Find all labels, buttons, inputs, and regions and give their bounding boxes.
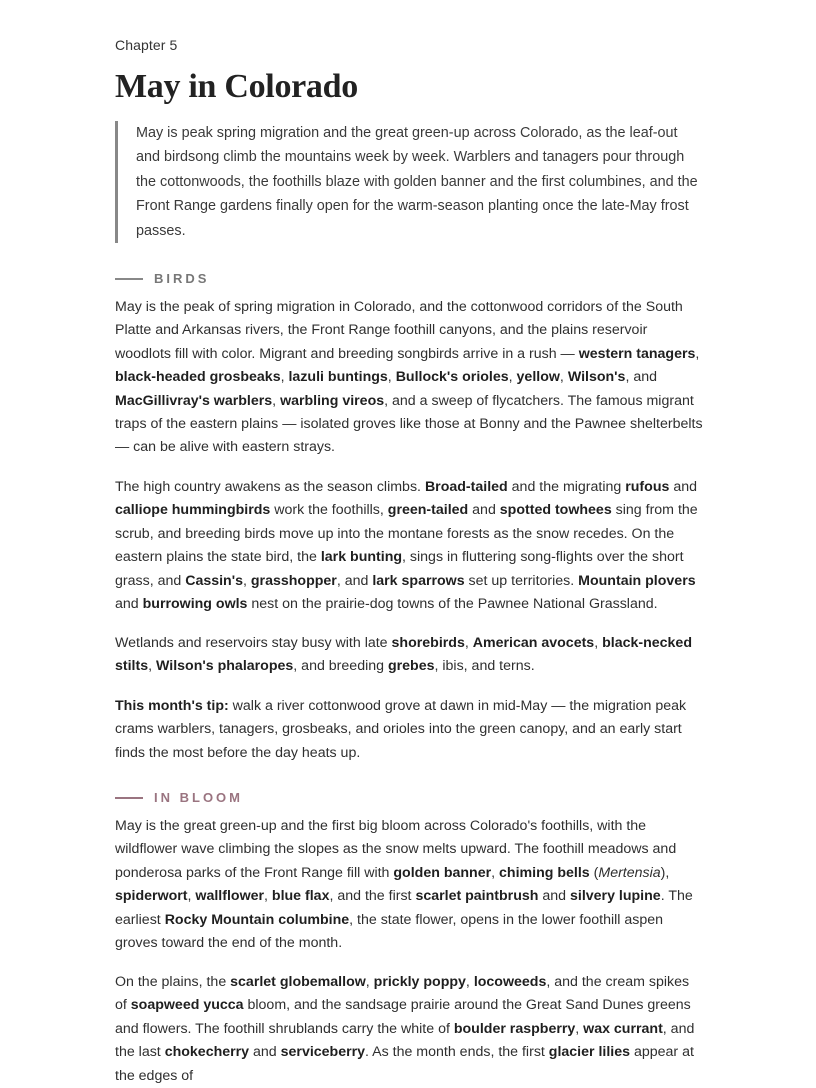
birds-paragraph-3 — [115, 632, 703, 679]
text-run: , — [148, 658, 157, 675]
bold-term: Wilson's — [567, 369, 626, 386]
bold-term: lazuli buntings — [288, 369, 388, 386]
text-run: work the foothills, — [270, 502, 388, 519]
text-run: ), — [660, 864, 670, 881]
text-run: and — [669, 479, 697, 495]
italic-term: Mertensia — [598, 864, 661, 881]
bold-term: Mountain plovers — [578, 572, 696, 589]
birds-paragraph-2 — [115, 476, 703, 616]
heading-rule — [115, 278, 143, 280]
text-run: , and the first — [329, 888, 416, 905]
text-run: , — [243, 572, 251, 589]
bloom-heading-label: IN BLOOM — [154, 790, 243, 805]
text-run: , and — [336, 572, 373, 589]
text-run: sing from the scrub, and breeding birds move up into the montane forests as the snow recedes. On the eastern plains the state bird, the — [115, 502, 698, 566]
text-run: , — [272, 392, 281, 409]
text-run: , — [559, 369, 568, 386]
text-run: May is the great green-up and the first big bloom across Colorado's foothills, with the wildflower wave climbing the slopes as the snow melts upward. The foothill meadows and ponderosa parks of the Front Range fill with — [115, 818, 677, 881]
text-run: walk a river cottonwood grove at dawn in mid-May — the migration peak crams warblers, tanagers, grosbeaks, and orioles into the green canopy, and an early start finds the most before the day heats up. — [115, 698, 687, 761]
bold-term: burrowing owls — [142, 596, 248, 613]
text-run: , — [695, 345, 700, 362]
text-run: , — [387, 369, 396, 386]
bold-term: MacGillivray's warblers — [115, 392, 273, 409]
bloom-section-heading — [115, 790, 243, 805]
text-run: and — [468, 502, 500, 519]
bold-term: warbling vireos — [280, 392, 385, 409]
text-run: , — [594, 635, 603, 651]
text-run: Wetlands and reservoirs stay busy with late — [115, 635, 392, 651]
bold-term: spiderwort — [115, 888, 188, 905]
bold-term: lark sparrows — [372, 572, 465, 589]
text-run: appear at the edges of — [115, 1044, 694, 1084]
bold-term: black-headed grosbeaks — [115, 369, 281, 386]
text-run: The high country awakens as the season climbs. — [115, 479, 425, 495]
text-run: , and the cream spikes of — [115, 974, 690, 1014]
text-run: nest on the prairie-dog towns of the Pawnee National Grassland. — [247, 596, 658, 613]
bold-term: American avocets — [472, 635, 595, 651]
bold-term: Wilson's phalaropes — [156, 658, 294, 675]
bold-term: Rocky Mountain columbine — [164, 911, 350, 928]
text-run: set up territories. — [464, 572, 579, 589]
bold-term: calliope hummingbirds — [115, 502, 271, 519]
bold-term: western tanagers — [578, 345, 696, 362]
text-run: and — [249, 1044, 281, 1061]
text-run: , — [280, 369, 289, 386]
bold-term: locoweeds — [473, 974, 547, 990]
bold-term: glacier lilies — [548, 1044, 631, 1061]
bold-term: chokecherry — [164, 1044, 250, 1061]
text-run: , and — [625, 369, 658, 386]
bold-term: green-tailed — [387, 502, 469, 519]
text-run: May is the peak of spring migration in Colorado, and the cottonwood corridors of the South Platte and Arkansas rivers, the Front Range foothill canyons, and the plains reservoir woodlots fill with color. Migrant and breeding songbirds arrive in a rush — — [115, 299, 683, 362]
bold-term: golden banner — [393, 864, 492, 881]
bold-term: This month's tip: — [115, 698, 229, 714]
bold-term: Bullock's orioles — [395, 369, 509, 386]
heading-rule — [115, 797, 143, 799]
text-run: , — [465, 974, 474, 990]
bloom-paragraph-2 — [115, 971, 703, 1088]
bold-term: grasshopper — [250, 572, 337, 589]
bold-term: black-necked stilts — [115, 635, 692, 675]
text-run: , ibis, and terns. — [434, 658, 535, 675]
intro-blockquote: May is peak spring migration and the great green-up across Colorado, as the leaf-out and birdsong climb the mountains week by week. Warblers and tanagers pour through the cottonwoods, the foothills blaze with golden banner and the first columbines, and the Front Range gardens finally open for the warm-season planting once the late-May frost passes. — [115, 121, 699, 243]
bold-term: blue flax — [271, 888, 330, 905]
bold-term: chiming bells — [499, 864, 590, 881]
text-run: , and the last — [115, 1020, 695, 1061]
text-run: , — [187, 888, 196, 905]
bold-term: spotted towhees — [499, 502, 612, 519]
text-run: , — [264, 888, 272, 905]
bold-term: prickly poppy — [373, 974, 466, 990]
bold-term: boulder raspberry — [453, 1020, 576, 1037]
text-run: . The earliest — [115, 888, 693, 928]
text-run: ( — [589, 864, 599, 881]
text-run: bloom, and the sandsage prairie around the Great Sand Dunes greens and flowers. The foothill shrublands carry the white of — [115, 997, 691, 1037]
bold-term: wax currant — [583, 1020, 663, 1037]
text-run: , — [508, 369, 517, 386]
bold-term: serviceberry — [280, 1044, 366, 1061]
bold-term: lark bunting — [320, 549, 403, 566]
text-run: , — [575, 1020, 584, 1037]
bold-term: shorebirds — [391, 635, 465, 651]
bold-term: silvery lupine — [570, 888, 661, 905]
text-run: , — [365, 974, 374, 990]
bold-term: scarlet paintbrush — [415, 888, 539, 905]
birds-paragraph-1 — [115, 296, 703, 460]
bold-term: grebes — [387, 658, 435, 675]
text-run: , — [491, 864, 500, 881]
text-run: , the state flower, opens in the lower foothill aspen groves toward the end of the month. — [115, 911, 664, 952]
text-run: , and breeding — [293, 658, 388, 675]
text-run: and — [115, 596, 143, 613]
bold-term: soapweed yucca — [130, 997, 244, 1014]
birds-heading-label: BIRDS — [154, 271, 210, 286]
bold-term: Cassin's — [185, 572, 243, 589]
text-run: , and a sweep of flycatchers. The famous migrant traps of the eastern plains — isolated groves like those at Bonny and the Pawnee shelterbelts — can be alive with eastern strays. — [115, 392, 703, 456]
text-run: On the plains, the — [115, 974, 231, 990]
page-title: May in Colorado — [115, 68, 358, 105]
bold-term: Broad-tailed — [424, 479, 508, 495]
text-run: . As the month ends, the first — [365, 1044, 549, 1061]
bloom-paragraph-1 — [115, 815, 703, 955]
bold-term: wallflower — [195, 888, 265, 905]
text-run: and — [538, 888, 570, 905]
birds-section-heading — [115, 271, 209, 286]
text-run: , sings in fluttering song-flights over the short grass, and — [115, 549, 684, 589]
text-run: and the migrating — [507, 479, 626, 495]
chapter-label: Chapter 5 — [115, 37, 178, 53]
bold-term: scarlet globemallow — [230, 974, 366, 990]
text-run: , — [464, 635, 473, 651]
birds-tip-paragraph — [115, 695, 703, 765]
bold-term: rufous — [625, 479, 670, 495]
bold-term: yellow — [516, 369, 560, 386]
